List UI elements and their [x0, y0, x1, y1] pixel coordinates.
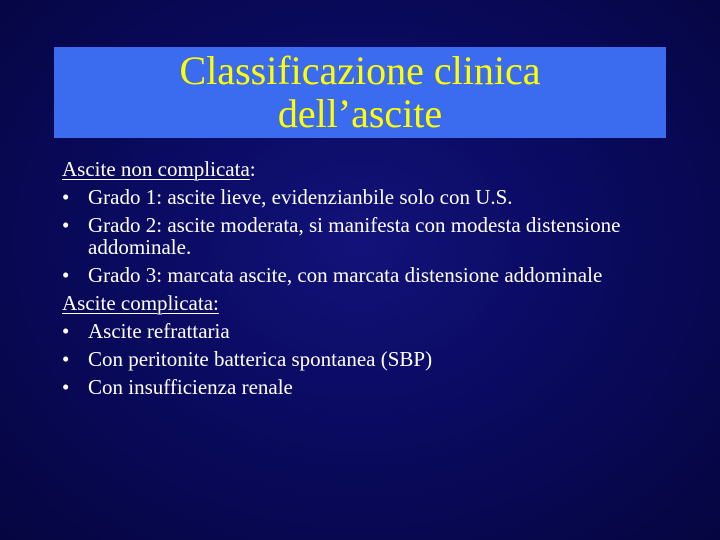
list-item-text: Grado 3: marcata ascite, con marcata distensione addominale [88, 263, 603, 287]
bullet-icon: • [62, 213, 70, 237]
list-item [62, 211, 662, 261]
bullet-icon: • [62, 319, 70, 343]
list-item [62, 261, 662, 289]
section-heading-complicated [62, 289, 662, 317]
list-item-text: Grado 1: ascite lieve, evidenzianbile solo con U.S. [88, 185, 513, 209]
list-item [62, 183, 662, 211]
section-heading-uncomplicated-colon: : [249, 157, 256, 181]
slide-title-line-2: dell’ascite [277, 91, 443, 136]
slide-body [62, 155, 662, 401]
bullet-icon: • [62, 347, 70, 371]
slide-title-line-1: Classificazione clinica [179, 48, 541, 93]
section-heading-uncomplicated [62, 155, 662, 183]
list-item [62, 373, 662, 401]
bullet-icon: • [62, 375, 70, 399]
list-item-text: Grado 2: ascite moderata, si manifesta con modesta distensione addominale. [88, 213, 621, 259]
bullet-icon: • [62, 263, 70, 287]
slide-title [54, 47, 666, 138]
list-item-text: Con insufficienza renale [88, 375, 293, 399]
list-item [62, 345, 662, 373]
section-heading-complicated-text: Ascite complicata: [62, 291, 219, 315]
list-item [62, 317, 662, 345]
list-item-text: Con peritonite batterica spontanea (SBP) [88, 347, 433, 371]
bullet-icon: • [62, 185, 70, 209]
section-heading-uncomplicated-text: Ascite non complicata [62, 157, 250, 181]
list-item-text: Ascite refrattaria [88, 319, 230, 343]
